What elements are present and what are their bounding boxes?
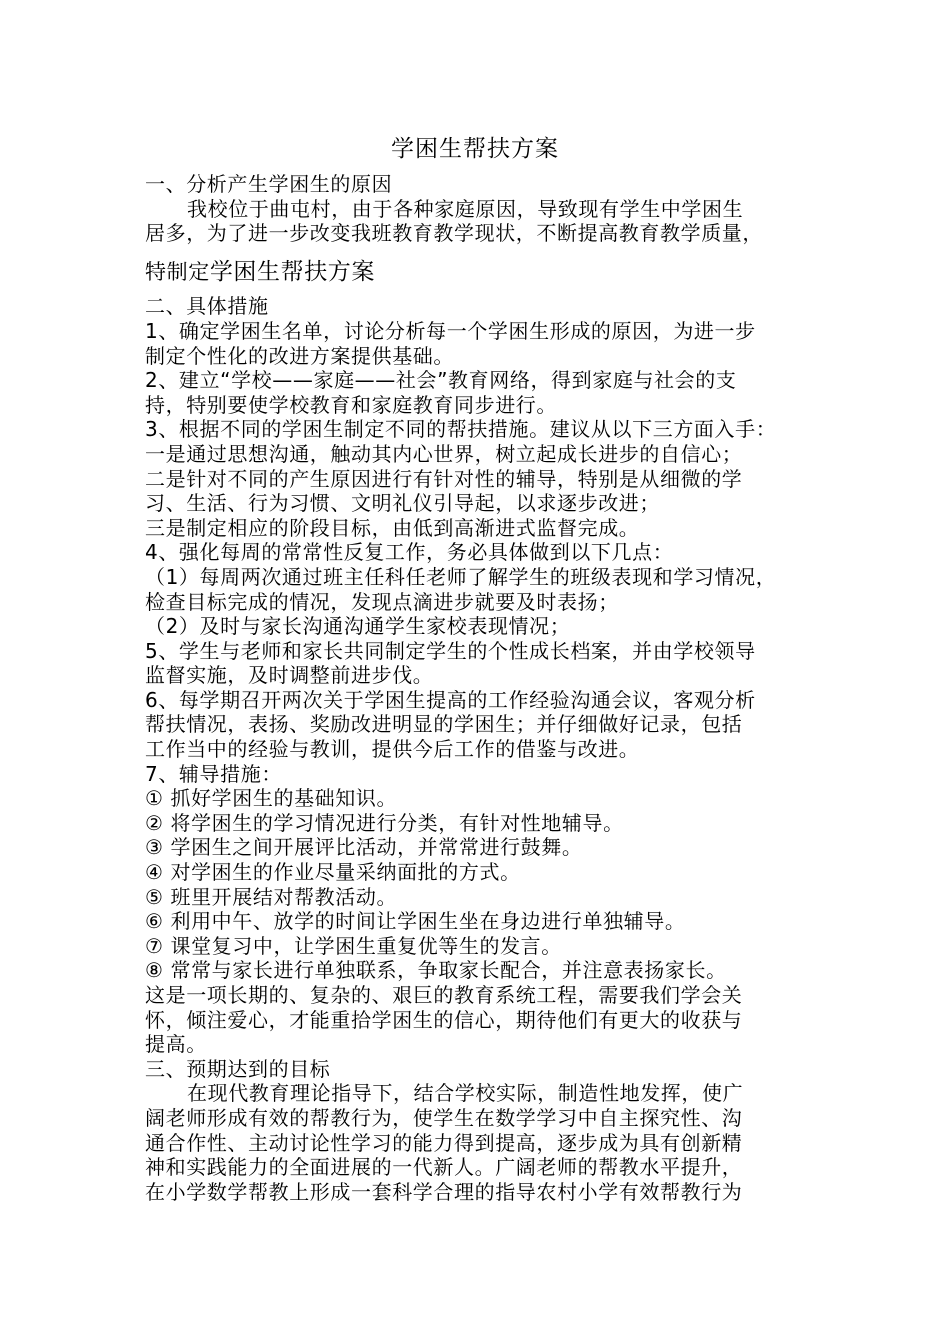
text-line: （2）及时与家长沟通沟通学生家校表现情况； [145,614,571,639]
text-line: 居多，为了进一步改变我班教育教学现状，不断提高教育教学质量， [145,221,763,246]
text-line: 通合作性、主动讨论性学习的能力得到提高，逐步成为具有创新精 [145,1130,743,1155]
document-body [145,172,825,1204]
text-line: ⑥ 利用中午、放学的时间让学困生坐在身边进行单独辅导。 [145,909,686,934]
text-line: ② 将学困生的学习情况进行分类，有针对性地辅导。 [145,810,624,835]
text-line: ⑦ 课堂复习中，让学困生重复优等生的发言。 [145,933,562,958]
special-line-emphasis: 学困生帮扶方案 [209,258,376,285]
document-title: 学困生帮扶方案 [391,136,559,162]
text-line: ⑧ 常常与家长进行单独联系，争取家长配合，并注意表扬家长。 [145,958,727,983]
special-line-prefix: 特制定 [145,259,210,284]
text-line: 二、具体措施 [145,294,269,319]
text-line: （1）每周两次通过班主任科任老师了解学生的班级表现和学习情况， [145,564,777,589]
text-line: 三是制定相应的阶段目标，由低到高渐进式监督完成。 [145,515,640,540]
text-line: 持，特别要使学校教育和家庭教育同步进行。 [145,392,557,417]
text-line: 7、辅导措施： [145,761,282,786]
text-line: 检查目标完成的情况，发现点滴进步就要及时表扬； [145,589,619,614]
text-line: 提高。 [145,1032,207,1057]
text-line: 制定个性化的改进方案提供基础。 [145,343,454,368]
text-line: 一是通过思想沟通，触动其内心世界，树立起成长进步的自信心； [145,441,743,466]
text-line: 神和实践能力的全面进展的一代新人。广阔老师的帮教水平提升， [145,1155,743,1180]
text-line: 3、根据不同的学困生制定不同的帮扶措施。建议从以下三方面入手： [145,417,777,442]
text-line: ④ 对学困生的作业尽量采纳面批的方式。 [145,860,521,885]
text-line: 这是一项长期的、复杂的、艰巨的教育系统工程，需要我们学会关 [145,983,743,1007]
text-line: 1、确定学困生名单，讨论分析每一个学困生形成的原因，为进一步 [145,318,756,343]
text-line: 怀，倾注爱心，才能重拾学困生的信心，期待他们有更大的收获与 [145,1007,743,1032]
text-line: ⑤ 班里开展结对帮教活动。 [145,884,398,909]
text-line: ① 抓好学困生的基础知识。 [145,786,398,811]
text-line: 二是针对不同的产生原因进行有针对性的辅导，特别是从细微的学 [145,466,743,491]
text-line: 我校位于曲屯村，由于各种家庭原因，导致现有学生中学困生 [187,196,744,221]
measures-section [145,294,825,1204]
text-line: 在小学数学帮教上形成一套科学合理的指导农村小学有效帮教行为 [145,1179,743,1204]
text-line: 监督实施，及时调整前进步伐。 [145,663,434,688]
text-line: 一、分析产生学困生的原因 [145,172,393,196]
text-line: 三、预期达到的目标 [145,1056,331,1081]
text-line: 5、学生与老师和家长共同制定学生的个性成长档案，并由学校领导 [145,638,756,663]
text-line: 工作当中的经验与教训，提供今后工作的借鉴与改进。 [145,737,640,762]
special-line [145,260,825,285]
text-line: 在现代教育理论指导下，结合学校实际，制造性地发挥，使广 [187,1081,744,1106]
text-line: 4、强化每周的常常性反复工作，务必具体做到以下几点： [145,540,674,565]
text-line: 6、每学期召开两次关于学困生提高的工作经验沟通会议，客观分析 [145,687,756,712]
intro-section [145,172,825,246]
text-line: 习、生活、行为习惯、文明礼仪引导起，以求逐步改进； [145,491,660,516]
text-line: 阔老师形成有效的帮教行为，使学生在数学学习中自主探究性、沟 [145,1105,743,1130]
text-line: 2、建立“学校——家庭——社会”教育网络，得到家庭与社会的支 [145,368,737,393]
text-line: 帮扶情况，表扬、奖励改进明显的学困生；并仔细做好记录，包括 [145,712,743,737]
text-line: ③ 学困生之间开展评比活动，并常常进行鼓舞。 [145,835,583,860]
